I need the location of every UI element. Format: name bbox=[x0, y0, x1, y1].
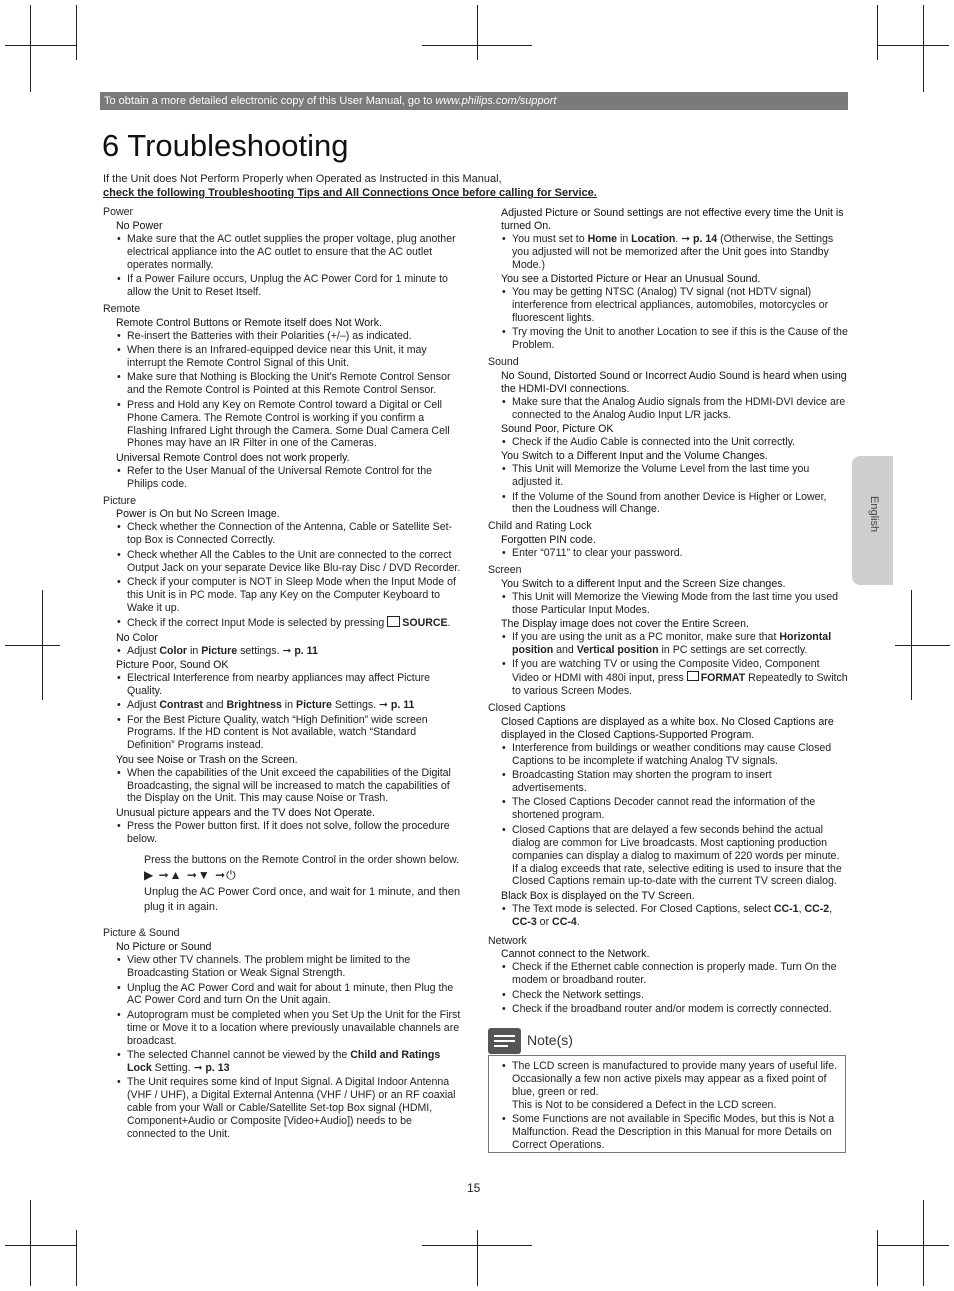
tip: • Interference from buildings or weather conditions may cause Closed Captions to be incomplete if watching Analog TV signals. bbox=[512, 742, 848, 768]
tip-text: You must set to bbox=[512, 232, 588, 245]
issue-title: You Switch to a different Input and the Screen Size changes. bbox=[501, 577, 786, 590]
issue-title: Sound Poor, Picture OK bbox=[501, 423, 614, 435]
tip-text: . bbox=[675, 232, 679, 245]
issue-title: Adjusted Picture or Sound settings are not effective every time the Unit is turned On. bbox=[501, 207, 844, 232]
arrow-icon: ➞ bbox=[282, 644, 292, 657]
issue bbox=[103, 220, 463, 299]
issue-title: Unusual picture appears and the TV does Not Operate. bbox=[116, 806, 375, 819]
intro-line: If the Unit does Not Perform Properly when Operated as Instructed in this Manual, bbox=[103, 173, 502, 185]
tip: • Check whether the Connection of the Antenna, Cable or Satellite Set-top Box is Connected Correctly. bbox=[127, 521, 463, 547]
tip bbox=[127, 1049, 463, 1075]
crop-mark bbox=[477, 5, 478, 60]
issue-title: You see a Distorted Picture or Hear an Unusual Sound. bbox=[501, 273, 761, 286]
issue bbox=[488, 578, 848, 698]
tip: • Refer to the User Manual of the Universal Remote Control for the Philips code. bbox=[127, 465, 463, 491]
issue-title: No Picture or Sound bbox=[116, 941, 212, 954]
issue-title: No Power bbox=[116, 219, 163, 232]
tip: • For the Best Picture Quality, watch “High Definition” wide screen Programs. If the HD content is Not available, watch “Standard Definition” Programs instead. bbox=[127, 714, 463, 753]
page-title: 6 Troubleshooting bbox=[102, 128, 349, 163]
tip: • Check if the broadband router and/or modem is correctly connected. bbox=[512, 1003, 848, 1016]
tip bbox=[512, 658, 848, 698]
tip bbox=[127, 616, 463, 630]
notes-box bbox=[488, 1055, 846, 1153]
section-network bbox=[488, 935, 848, 1016]
left-column bbox=[103, 206, 463, 1142]
issue-title: The Display image does not cover the Entire Screen. bbox=[501, 618, 749, 631]
section-picture-sound bbox=[103, 927, 463, 1141]
section-closed-captions bbox=[488, 702, 848, 928]
note-text: This is Not to be considered a Defect in the LCD screen. bbox=[512, 1098, 777, 1111]
right-column bbox=[488, 206, 848, 1017]
crop-mark bbox=[42, 590, 43, 700]
tip: • Make sure that the AC outlet supplies the proper voltage, plug another electrical appliance into the AC outlet to ensure that the AC outlet operates normally. bbox=[127, 233, 463, 272]
tip: • The Unit requires some kind of Input Signal. A Digital Indoor Antenna (VHF / UHF), a Digital External Antenna (VHF / UHF) or an RF coaxial cable from your Wall or Cable/Satellite Set-top Box signal (HDMI, Component+Audio or Composite [Video+Audio]) needs to be connected to the Unit. bbox=[127, 1076, 463, 1141]
menu-key: Color bbox=[159, 644, 188, 657]
menu-key: Horizontal position bbox=[512, 631, 832, 656]
issue-title: Forgotten PIN code. bbox=[501, 534, 596, 547]
tip: • Check the Network settings. bbox=[512, 989, 848, 1002]
section-title: Power bbox=[103, 206, 134, 218]
tip-text: Adjust bbox=[127, 644, 160, 657]
tip bbox=[512, 233, 848, 272]
menu-key: CC-4 bbox=[552, 915, 577, 928]
tip-text: If you are watching TV or using the Composite Video, Component Video or HDMI with 480i input, press bbox=[512, 658, 820, 685]
issue-title: Black Box is displayed on the TV Screen. bbox=[501, 889, 695, 902]
tip: • Broadcasting Station may shorten the program to insert advertisements. bbox=[512, 769, 848, 795]
menu-key: Child and Ratings Lock bbox=[127, 1049, 441, 1074]
format-icon bbox=[687, 671, 699, 681]
arrow-icon: ➞ bbox=[681, 232, 691, 245]
issue-title: You see Noise or Trash on the Screen. bbox=[116, 753, 298, 766]
crop-mark bbox=[877, 45, 949, 46]
notes-header bbox=[488, 1028, 848, 1054]
tip: • The Closed Captions Decoder cannot read the information of the shortened program. bbox=[512, 796, 848, 822]
crop-mark bbox=[30, 1200, 31, 1286]
tip: • Check if the Ethernet cable connection is properly made. Turn On the modem or broadband router. bbox=[512, 961, 848, 987]
tip-text: . bbox=[447, 617, 451, 630]
menu-key: Vertical position bbox=[576, 644, 659, 656]
tip: • Electrical Interference from nearby appliances may affect Picture Quality. bbox=[127, 672, 463, 698]
section-sound bbox=[488, 356, 848, 516]
notes-icon bbox=[488, 1028, 521, 1054]
crop-mark bbox=[911, 590, 912, 700]
notes-label: Note(s) bbox=[527, 1032, 573, 1048]
menu-key: Picture bbox=[201, 644, 238, 657]
tip-text: Setting. bbox=[151, 1061, 191, 1074]
tip: • Unplug the AC Power Cord and wait for about 1 minute, then Plug the AC Power Cord and turn On the Unit again. bbox=[127, 982, 463, 1008]
note: • Some Functions are not available in Specific Modes, but this is Not a Malfunction. Read the Description in this Manual for more Details on Correct Operations. bbox=[512, 1113, 839, 1152]
intro bbox=[103, 172, 848, 200]
issue bbox=[488, 207, 848, 352]
section-picture bbox=[103, 495, 463, 916]
issue bbox=[488, 534, 848, 560]
manual-banner bbox=[100, 92, 848, 110]
section-title: Screen bbox=[488, 564, 522, 577]
crop-mark bbox=[76, 1230, 77, 1286]
tip: • This Unit will Memorize the Viewing Mode from the last time you used those Particular Input Modes. bbox=[512, 591, 848, 617]
issue bbox=[488, 716, 848, 929]
banner-text: To obtain a more detailed electronic copy of this User Manual, go to bbox=[104, 95, 436, 107]
procedure-text: Press the buttons on the Remote Control in the order shown below. bbox=[144, 853, 460, 866]
section-screen bbox=[488, 564, 848, 698]
tip: • If a Power Failure occurs, Unplug the AC Power Cord for 1 minute to allow the Unit to Reset Itself. bbox=[127, 273, 463, 299]
page-number: 15 bbox=[467, 1181, 481, 1195]
crop-mark bbox=[5, 1245, 77, 1246]
tip-text: in bbox=[281, 699, 296, 712]
tip: • View other TV channels. The problem might be limited to the Broadcasting Station or Weak Signal Strength. bbox=[127, 954, 463, 980]
tip-text: settings. bbox=[237, 644, 280, 657]
issue-title: Universal Remote Control does not work properly. bbox=[116, 451, 350, 464]
tip: • Autoprogram must be completed when you Set Up the Unit for the First time or Move it to a location where previously unavailable channels are broadcast. bbox=[127, 1009, 463, 1048]
section-child-lock bbox=[488, 520, 848, 560]
menu-key: CC-1 bbox=[773, 902, 799, 915]
menu-key: Location bbox=[631, 232, 676, 245]
crop-mark bbox=[877, 1230, 878, 1286]
tip-text: Check if the correct Input Mode is selected by pressing bbox=[127, 617, 388, 630]
reset-procedure bbox=[116, 854, 463, 916]
section-title: Sound bbox=[488, 355, 519, 368]
tip: • This Unit will Memorize the Volume Level from the last time you adjusted it. bbox=[512, 463, 848, 489]
tip bbox=[127, 645, 463, 658]
issue-title: Remote Control Buttons or Remote itself does Not Work. bbox=[116, 316, 382, 329]
issue-title: Picture Poor, Sound OK bbox=[116, 658, 229, 671]
tip: • Check if your computer is NOT in Sleep Mode when the Input Mode of this Unit is in PC mode. Tap any Key on the Computer Keyboard to Wake it up. bbox=[127, 576, 463, 615]
menu-key: Contrast bbox=[159, 699, 203, 712]
issue-title: No Sound, Distorted Sound or Incorrect Audio Sound is heard when using the HDMI-DVI connections. bbox=[501, 369, 847, 395]
issue-title: You Switch to a Different Input and the Volume Changes. bbox=[501, 450, 768, 463]
tip-text: . bbox=[576, 915, 580, 928]
menu-key: Brightness bbox=[226, 699, 282, 712]
tip: • Enter “0711” to clear your password. bbox=[512, 547, 848, 560]
crop-mark bbox=[923, 5, 924, 92]
note bbox=[512, 1060, 839, 1112]
section-remote bbox=[103, 303, 463, 491]
tip-text: The selected Channel cannot be viewed by the bbox=[127, 1049, 351, 1062]
tip: • Try moving the Unit to another Location to see if this is the Cause of the Problem. bbox=[512, 326, 848, 352]
arrow-icon: ➞ bbox=[379, 699, 388, 712]
tip: • If the Volume of the Sound from another Device is Higher or Lower, then the Loudness will Change. bbox=[512, 491, 848, 517]
section-title: Child and Rating Lock bbox=[488, 520, 592, 533]
section-picture-sound-cont bbox=[488, 207, 848, 352]
tip-text: or bbox=[536, 915, 553, 928]
tip: • You may be getting NTSC (Analog) TV signal (not HDTV signal) interference from electrical appliances, automobiles, motorcycles or fluorescent lights. bbox=[512, 286, 848, 325]
tip: • Re-insert the Batteries with their Polarities (+/–) as indicated. bbox=[127, 330, 463, 343]
issue-title: Cannot connect to the Network. bbox=[501, 948, 650, 961]
section-title: Network bbox=[488, 934, 527, 947]
issue-title: Closed Captions are displayed as a white box. No Closed Captions are displayed in the Closed Captions-Supported Program. bbox=[501, 716, 834, 741]
tip-text: and bbox=[202, 699, 227, 712]
language-tab bbox=[852, 456, 893, 585]
crop-mark bbox=[877, 1245, 949, 1246]
tip: • Make sure that the Analog Audio signals from the HDMI-DVI device are connected to the Analog Audio Input L/R jacks. bbox=[512, 396, 848, 422]
tip-text: If you are using the unit as a PC monitor, make sure that bbox=[512, 631, 780, 644]
crop-mark bbox=[5, 645, 60, 646]
tip-text: in bbox=[187, 644, 202, 657]
tip: • Press the Power button first. If it does not solve, follow the procedure below. bbox=[127, 820, 463, 846]
tip-text: The Text mode is selected. For Closed Captions, select bbox=[512, 902, 774, 915]
page-ref: p. 13 bbox=[205, 1061, 230, 1074]
tip-text: , bbox=[798, 902, 805, 915]
tip-text: (Otherwise, the Settings you adjusted will not be memorized after the Unit goes into Standby Mode.) bbox=[512, 232, 834, 271]
issue bbox=[103, 941, 463, 1141]
section-title: Picture bbox=[103, 494, 136, 507]
source-icon bbox=[387, 616, 400, 627]
section-title: Closed Captions bbox=[488, 702, 566, 715]
crop-mark bbox=[877, 5, 878, 60]
issue bbox=[488, 370, 848, 516]
crop-mark bbox=[5, 45, 77, 46]
tip-text: in PC settings are set correctly. bbox=[658, 644, 808, 656]
banner-url[interactable]: www.philips.com/support bbox=[435, 95, 557, 107]
language-tab-label: English bbox=[868, 496, 880, 533]
tip-text: Settings. bbox=[331, 699, 377, 712]
section-power bbox=[103, 206, 463, 299]
tip: • When there is an Infrared-equipped device near this Unit, it may interrupt the Remote Control Signal of this Unit. bbox=[127, 344, 463, 370]
tip-text: Repeatedly to Switch to various Screen Modes. bbox=[512, 672, 848, 698]
tip: • Check whether All the Cables to the Unit are connected to the correct Output Jack on your separate Device like Blu-ray Disc / DVD Recorder. bbox=[127, 549, 463, 575]
tip bbox=[512, 631, 848, 657]
crop-mark bbox=[76, 5, 77, 60]
tip bbox=[127, 699, 463, 712]
issue bbox=[103, 508, 463, 915]
menu-key: CC-3 bbox=[512, 915, 537, 928]
page-ref: p. 11 bbox=[294, 644, 318, 657]
menu-key: Home bbox=[587, 232, 618, 245]
tip-text: in bbox=[617, 232, 632, 245]
source-key: SOURCE bbox=[402, 617, 448, 630]
issue-title: No Color bbox=[116, 631, 158, 644]
crop-mark bbox=[895, 645, 950, 646]
arrow-icon: ➞ bbox=[193, 1061, 203, 1074]
section-title: Picture & Sound bbox=[103, 927, 180, 940]
tip: • Press and Hold any Key on Remote Control toward a Digital or Cell Phone Camera. The Remote Control is working if you confirm a Flashing Infrared Light through the Camera. Some Dual Camera Cell Phones may have an IR Filter in one of the Cameras. bbox=[127, 399, 463, 451]
tip-text: , bbox=[829, 902, 833, 915]
tip: • Make sure that Nothing is Blocking the Unit's Remote Control Sensor and the Remote Control is Pointed at this Remote Control Sensor. bbox=[127, 371, 463, 397]
procedure-text: Unplug the AC Power Cord once, and wait for 1 minute, and then plug it in again. bbox=[144, 886, 461, 914]
menu-key: CC-2 bbox=[804, 902, 830, 915]
menu-key: Picture bbox=[296, 699, 332, 712]
crop-mark bbox=[477, 1230, 478, 1286]
page-ref: p. 14 bbox=[693, 232, 718, 245]
issue bbox=[103, 317, 463, 491]
button-sequence: ▶ ➞▲ ➞▼ ➞⏻ bbox=[144, 867, 237, 882]
format-key: FORMAT bbox=[700, 672, 746, 685]
tip-text: Adjust bbox=[127, 699, 160, 712]
crop-mark bbox=[923, 1200, 924, 1286]
tip: • When the capabilities of the Unit exceed the capabilities of the Digital Broadcasting, the signal will be increased to match the capabilities of the Display on the Unit. This may cause Noise or Trash. bbox=[127, 767, 463, 806]
section-title: Remote bbox=[103, 302, 141, 315]
crop-mark bbox=[30, 5, 31, 92]
issue bbox=[488, 948, 848, 1016]
tip-text: and bbox=[553, 644, 577, 656]
intro-emphasis: check the following Troubleshooting Tips and All Connections Once before calling for Service. bbox=[103, 187, 597, 199]
tip: • Check if the Audio Cable is connected into the Unit correctly. bbox=[512, 436, 848, 449]
tip: • Closed Captions that are delayed a few seconds behind the actual dialog are common for Live broadcasts. Most captioning production companies can display a dialog to maximum of 220 words per minute. If a dialog exceeds that rate, selective editing is used to insure that the Closed Captions remain up-to-date with the current TV screen dialog. bbox=[512, 824, 848, 889]
page-ref: p. 11 bbox=[390, 699, 415, 712]
note-text: The LCD screen is manufactured to provide many years of useful life. Occasionally a few non active pixels may appear as a fixed point of blue, green or red. bbox=[512, 1060, 838, 1098]
issue-title: Power is On but No Screen Image. bbox=[116, 508, 280, 521]
tip bbox=[512, 903, 848, 929]
